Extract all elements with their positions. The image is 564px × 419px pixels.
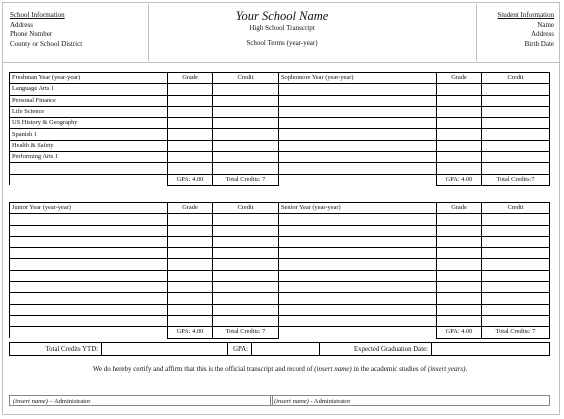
- table-row: [10, 152, 550, 163]
- credit-cell[interactable]: [213, 84, 279, 95]
- student-birth-date: Birth Date: [524, 39, 554, 48]
- table-row: [10, 129, 550, 140]
- credit-cell[interactable]: [213, 140, 279, 151]
- course-name[interactable]: [279, 163, 437, 174]
- course-name[interactable]: [10, 315, 168, 326]
- top-course-rows: [10, 84, 550, 174]
- grade-cell[interactable]: [168, 163, 213, 174]
- course-name[interactable]: [10, 282, 168, 293]
- grade-cell[interactable]: [168, 282, 213, 293]
- grade-cell[interactable]: [168, 225, 213, 236]
- credit-cell[interactable]: [482, 84, 550, 95]
- grade-header: Grade: [437, 203, 482, 214]
- table-row: [10, 259, 550, 270]
- credit-cell[interactable]: [213, 118, 279, 129]
- course-name[interactable]: [279, 248, 437, 259]
- certify-insert-name: (insert name): [314, 365, 352, 373]
- credit-cell[interactable]: [213, 248, 279, 259]
- credit-cell[interactable]: [213, 304, 279, 315]
- course-name[interactable]: [279, 315, 437, 326]
- grade-cell[interactable]: [437, 163, 482, 174]
- course-name[interactable]: [10, 163, 168, 174]
- credit-cell[interactable]: [482, 315, 550, 326]
- student-info-title: Student Information: [497, 11, 554, 19]
- credit-cell[interactable]: [213, 282, 279, 293]
- grade-cell[interactable]: [168, 214, 213, 225]
- table-row: [10, 140, 550, 151]
- credit-cell[interactable]: [482, 293, 550, 304]
- credit-cell[interactable]: [213, 95, 279, 106]
- course-name[interactable]: Life Science: [10, 106, 168, 117]
- grade-cell[interactable]: [437, 293, 482, 304]
- credit-cell[interactable]: [482, 282, 550, 293]
- grade-cell[interactable]: [168, 293, 213, 304]
- course-name[interactable]: Performing Arts 1: [10, 152, 168, 163]
- freshman-total-credits: Total Credits: 7: [213, 174, 279, 185]
- summary-row: [9, 342, 550, 356]
- grade-cell[interactable]: [437, 248, 482, 259]
- credit-header: Credit: [213, 203, 279, 214]
- table-row: [10, 282, 550, 293]
- credit-cell[interactable]: [482, 236, 550, 247]
- junior-title: Junior Year (year-year): [10, 203, 168, 214]
- credit-cell[interactable]: [482, 118, 550, 129]
- course-name[interactable]: [279, 118, 437, 129]
- grade-cell[interactable]: [437, 118, 482, 129]
- credit-cell[interactable]: [213, 106, 279, 117]
- credit-header: Credit: [482, 203, 550, 214]
- signature-role: - Administrator: [308, 398, 351, 405]
- credit-cell[interactable]: [482, 214, 550, 225]
- grade-header: Grade: [168, 203, 213, 214]
- course-name[interactable]: [10, 270, 168, 281]
- course-name[interactable]: [10, 304, 168, 315]
- course-name[interactable]: Spanish 1: [10, 129, 168, 140]
- course-name[interactable]: US History & Geography: [10, 118, 168, 129]
- header-divider-left: [148, 4, 149, 61]
- freshman-title: Freshman Year (year-year): [10, 73, 168, 84]
- course-name[interactable]: [279, 140, 437, 151]
- grade-cell[interactable]: [168, 129, 213, 140]
- transcript-title-block: [150, 9, 414, 48]
- grade-cell[interactable]: [168, 270, 213, 281]
- credit-cell[interactable]: [213, 214, 279, 225]
- grade-header: Grade: [168, 73, 213, 84]
- certification-statement: [10, 365, 550, 373]
- junior-total-credits: Total Credits: 7: [213, 327, 279, 338]
- grade-cell[interactable]: [437, 129, 482, 140]
- credit-cell[interactable]: [482, 225, 550, 236]
- course-name[interactable]: [279, 304, 437, 315]
- grade-cell[interactable]: [437, 214, 482, 225]
- credit-cell[interactable]: [213, 259, 279, 270]
- credit-header: Credit: [213, 73, 279, 84]
- course-name[interactable]: [279, 129, 437, 140]
- signature-name-placeholder: (insert name): [13, 398, 48, 405]
- certify-insert-years: (insert years): [427, 365, 466, 373]
- grade-cell[interactable]: [437, 304, 482, 315]
- credit-cell[interactable]: [482, 248, 550, 259]
- totals-row: [10, 327, 550, 338]
- course-name[interactable]: [279, 84, 437, 95]
- grade-cell[interactable]: [437, 270, 482, 281]
- bottom-course-rows: [10, 214, 550, 327]
- course-name[interactable]: [10, 225, 168, 236]
- grade-cell[interactable]: [437, 259, 482, 270]
- grades-table-bottom: [9, 202, 550, 339]
- school-name: Your School Name: [235, 9, 329, 23]
- grade-cell[interactable]: [168, 259, 213, 270]
- course-name[interactable]: [279, 225, 437, 236]
- grade-cell[interactable]: [168, 236, 213, 247]
- table-row: [10, 248, 550, 259]
- grade-cell[interactable]: [168, 152, 213, 163]
- credit-cell[interactable]: [213, 129, 279, 140]
- table-row: [10, 118, 550, 129]
- credit-cell[interactable]: [482, 140, 550, 151]
- freshman-gpa: GPA: 4.00: [168, 174, 213, 185]
- table-row: [10, 106, 550, 117]
- course-name[interactable]: Personal Finance: [10, 95, 168, 106]
- course-name[interactable]: [279, 293, 437, 304]
- graduation-date-field[interactable]: [432, 343, 550, 356]
- course-name[interactable]: [10, 214, 168, 225]
- course-name[interactable]: [279, 282, 437, 293]
- administrator-signature-left[interactable]: [9, 395, 273, 406]
- course-name[interactable]: [10, 248, 168, 259]
- total-credits-ytd-label: Total Credits YTD:: [10, 343, 102, 356]
- credit-cell[interactable]: [482, 129, 550, 140]
- table-row: [10, 293, 550, 304]
- student-information: [497, 11, 554, 49]
- table-header-row: [10, 203, 550, 214]
- table-row: [10, 214, 550, 225]
- grade-cell[interactable]: [437, 225, 482, 236]
- grade-header: Grade: [437, 73, 482, 84]
- school-address: Address: [10, 20, 33, 29]
- credit-cell[interactable]: [213, 225, 279, 236]
- credit-header: Credit: [482, 73, 550, 84]
- certify-text-2: in the academic studies of: [351, 365, 428, 373]
- grade-cell[interactable]: [168, 95, 213, 106]
- senior-gpa: GPA: 4.00: [437, 327, 482, 338]
- grade-cell[interactable]: [437, 84, 482, 95]
- sophomore-total-credits: Total Credits:7: [482, 174, 550, 185]
- grade-cell[interactable]: [168, 118, 213, 129]
- certify-text-1: We do hereby certify and affirm that this is the official transcript and record of: [92, 365, 315, 373]
- grade-cell[interactable]: [437, 152, 482, 163]
- course-name[interactable]: [10, 293, 168, 304]
- gpa-field[interactable]: [252, 343, 320, 356]
- table-row: [10, 84, 550, 95]
- credit-cell[interactable]: [213, 236, 279, 247]
- graduation-date-label: Expected Graduation Date:: [320, 343, 432, 356]
- credit-cell[interactable]: [482, 106, 550, 117]
- total-credits-ytd-field[interactable]: [102, 343, 228, 356]
- header-divider-bottom: [3, 62, 559, 63]
- certify-text-3: .: [465, 365, 468, 373]
- course-name[interactable]: [279, 236, 437, 247]
- grade-cell[interactable]: [437, 106, 482, 117]
- course-name[interactable]: [279, 152, 437, 163]
- totals-row: [10, 174, 550, 185]
- credit-cell[interactable]: [213, 152, 279, 163]
- signature-name-placeholder: (insert name): [274, 398, 309, 405]
- table-row: [10, 270, 550, 281]
- course-name[interactable]: [279, 259, 437, 270]
- credit-cell[interactable]: [213, 315, 279, 326]
- credit-cell[interactable]: [213, 270, 279, 281]
- course-name[interactable]: [10, 236, 168, 247]
- table-row: [10, 236, 550, 247]
- junior-gpa: GPA: 4.00: [168, 327, 213, 338]
- table-row: [10, 95, 550, 106]
- grade-cell[interactable]: [437, 140, 482, 151]
- sophomore-gpa: GPA: 4.00: [437, 174, 482, 185]
- administrator-signature-right[interactable]: [270, 395, 550, 406]
- table-row: [10, 304, 550, 315]
- credit-cell[interactable]: [482, 95, 550, 106]
- grade-cell[interactable]: [168, 106, 213, 117]
- credit-cell[interactable]: [213, 293, 279, 304]
- credit-cell[interactable]: [482, 152, 550, 163]
- credit-cell[interactable]: [213, 163, 279, 174]
- grade-cell[interactable]: [168, 304, 213, 315]
- senior-total-credits: Total Credits: 7: [482, 327, 550, 338]
- student-name: Name: [537, 20, 554, 29]
- grades-table-top: [9, 72, 550, 186]
- school-info-title: School Information: [10, 11, 65, 19]
- header-divider-right: [476, 4, 477, 61]
- gpa-label: GPA:: [228, 343, 252, 356]
- course-name[interactable]: Health & Safety: [10, 140, 168, 151]
- credit-cell[interactable]: [482, 259, 550, 270]
- grade-cell[interactable]: [168, 248, 213, 259]
- credit-cell[interactable]: [482, 270, 550, 281]
- table-row: [10, 315, 550, 326]
- grade-cell[interactable]: [437, 95, 482, 106]
- credit-cell[interactable]: [482, 304, 550, 315]
- signature-role: – Administrator: [47, 398, 91, 405]
- table-row: [10, 163, 550, 174]
- course-name[interactable]: [279, 95, 437, 106]
- grade-cell[interactable]: [168, 84, 213, 95]
- school-district: County or School District: [10, 39, 83, 48]
- grade-cell[interactable]: [437, 236, 482, 247]
- table-header-row: [10, 73, 550, 84]
- grade-cell[interactable]: [168, 140, 213, 151]
- student-address: Address: [531, 30, 554, 38]
- course-name[interactable]: [279, 106, 437, 117]
- grade-cell[interactable]: [437, 282, 482, 293]
- school-terms: School Terms (year-year): [246, 39, 318, 47]
- school-phone: Phone Number: [10, 30, 53, 38]
- course-name[interactable]: [279, 214, 437, 225]
- credit-cell[interactable]: [482, 163, 550, 174]
- course-name[interactable]: [10, 259, 168, 270]
- school-information: [10, 11, 82, 49]
- table-row: [10, 225, 550, 236]
- course-name[interactable]: [279, 270, 437, 281]
- grade-cell[interactable]: [437, 315, 482, 326]
- document-title: High School Transcript: [249, 24, 315, 32]
- grade-cell[interactable]: [168, 315, 213, 326]
- senior-title: Senior Year (year-year): [279, 203, 437, 214]
- sophomore-title: Sophomore Year (year-year): [279, 73, 437, 84]
- course-name[interactable]: Language Arts 1: [10, 84, 168, 95]
